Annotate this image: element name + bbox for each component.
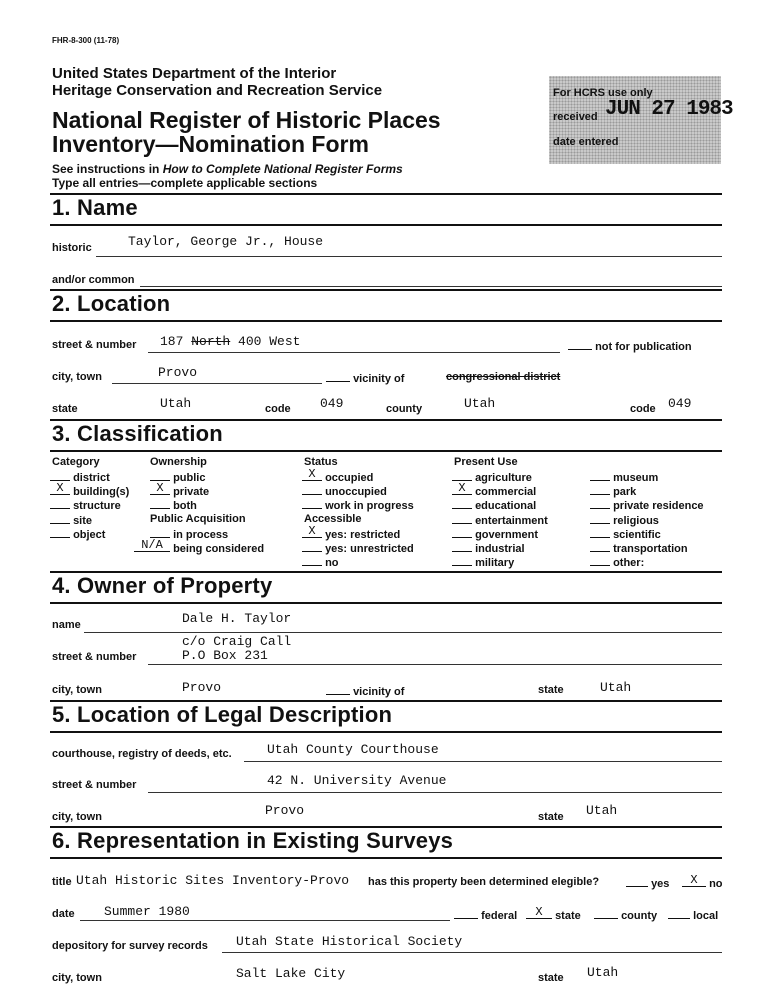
use-park[interactable]: park	[590, 484, 704, 498]
category-site[interactable]: site	[50, 513, 129, 527]
category-list	[50, 470, 129, 541]
dept-line1: United States Department of the Interior	[52, 65, 337, 82]
category-district[interactable]: district	[50, 470, 129, 484]
historic-name[interactable]: Taylor, George Jr., House	[128, 234, 324, 249]
section-1-heading: 1. Name	[52, 195, 138, 220]
owner-street-line2[interactable]: P.O Box 231	[182, 648, 268, 663]
status-list	[302, 467, 414, 513]
stamp-for-use: For HCRS use only	[553, 87, 653, 99]
use-other[interactable]: other:	[590, 555, 704, 569]
ownership-head: Ownership	[150, 456, 207, 468]
vicinity-of[interactable]: vicinity of	[326, 371, 404, 385]
ownership-private[interactable]: X private	[150, 484, 209, 498]
status-occupied[interactable]: X occupied	[302, 470, 414, 484]
category-object[interactable]: object	[50, 527, 129, 541]
owner-city[interactable]: Provo	[182, 680, 222, 695]
owner-city-label: city, town	[52, 684, 102, 696]
instructions-line2: Type all entries—complete applicable sections	[52, 176, 318, 190]
use-military[interactable]: military	[452, 555, 548, 569]
use-agriculture[interactable]: agriculture	[452, 470, 548, 484]
rule	[148, 664, 722, 665]
rule	[50, 602, 722, 604]
category-buildings[interactable]: X building(s)	[50, 484, 129, 498]
legal-city-label: city, town	[52, 811, 102, 823]
county-code[interactable]: 049	[668, 396, 692, 411]
instructions-line1: See instructions in How to Complete National Register Forms	[52, 162, 403, 176]
congressional-district: congressional district	[446, 371, 561, 383]
owner-state-label: state	[538, 684, 564, 696]
form-title-line1: National Register of Historic Places	[52, 107, 441, 133]
accessible-list	[302, 524, 414, 570]
state-code[interactable]: 049	[320, 396, 344, 411]
owner-name[interactable]: Dale H. Taylor	[182, 611, 292, 626]
use-government[interactable]: government	[452, 527, 548, 541]
present-use-list-2	[590, 470, 704, 569]
use-entertainment[interactable]: entertainment	[452, 513, 548, 527]
rule	[244, 761, 722, 762]
rule	[222, 952, 722, 953]
survey-title-label: title	[52, 876, 72, 888]
eligible-yes[interactable]: yes	[626, 876, 669, 890]
legal-street-label: street & number	[52, 779, 137, 791]
section-4-heading: 4. Owner of Property	[52, 573, 273, 598]
survey-state-label: state	[538, 972, 564, 984]
use-industrial[interactable]: industrial	[452, 541, 548, 555]
level-county[interactable]: county	[594, 908, 657, 922]
stamp-received-label: received	[553, 111, 598, 123]
owner-street-line1[interactable]: c/o Craig Call	[182, 634, 292, 649]
rule	[80, 920, 450, 921]
depository-label: depository for survey records	[52, 940, 208, 952]
level-state[interactable]: X state	[526, 908, 581, 922]
survey-state[interactable]: Utah	[587, 965, 619, 980]
rule	[84, 632, 722, 633]
status-work-in-progress[interactable]: work in progress	[302, 498, 414, 512]
use-transportation[interactable]: transportation	[590, 541, 704, 555]
location-state[interactable]: Utah	[160, 396, 192, 411]
survey-date-label: date	[52, 908, 75, 920]
rule	[50, 193, 722, 195]
rule	[148, 352, 560, 353]
owner-vicinity-of[interactable]: vicinity of	[326, 684, 404, 698]
historic-label: historic	[52, 242, 92, 254]
category-structure[interactable]: structure	[50, 498, 129, 512]
rule	[50, 857, 722, 859]
legal-state-value[interactable]: Utah	[586, 803, 618, 818]
courthouse-label: courthouse, registry of deeds, etc.	[52, 748, 232, 760]
accessible-no[interactable]: no	[302, 555, 414, 569]
acquisition-being-considered[interactable]: N/A being considered	[134, 541, 264, 555]
eligible-no[interactable]: X no	[682, 876, 723, 890]
dept-line2: Heritage Conservation and Recreation Service	[52, 82, 383, 99]
code-label: code	[265, 403, 291, 415]
county-label: county	[386, 403, 423, 415]
survey-city-label: city, town	[52, 972, 102, 984]
location-city[interactable]: Provo	[158, 365, 198, 380]
survey-title[interactable]: Utah Historic Sites Inventory-Provo	[76, 873, 350, 888]
city-label: city, town	[52, 371, 102, 383]
section-5-heading: 5. Location of Legal Description	[52, 702, 393, 727]
rule	[112, 383, 322, 384]
legal-state-label: state	[538, 811, 564, 823]
rule	[50, 224, 722, 226]
location-county[interactable]: Utah	[464, 396, 496, 411]
survey-city[interactable]: Salt Lake City	[236, 966, 346, 981]
status-head: Status	[304, 456, 338, 468]
owner-street-label: street & number	[52, 651, 137, 663]
stamp-date-entered: date entered	[553, 136, 619, 148]
location-street[interactable]: 187 North 400 West	[160, 334, 301, 349]
rule	[50, 450, 722, 452]
rule	[96, 256, 722, 257]
use-private-residence[interactable]: private residence	[590, 498, 704, 512]
not-for-publication[interactable]: not for publication	[568, 339, 692, 353]
accessible-restricted[interactable]: X yes: restricted	[302, 527, 414, 541]
form-id: FHR-8-300 (11-78)	[52, 36, 120, 45]
ownership-public[interactable]: public	[150, 470, 209, 484]
use-museum[interactable]: museum	[590, 470, 704, 484]
rule	[50, 731, 722, 733]
use-commercial[interactable]: X commercial	[452, 484, 548, 498]
accessible-unrestricted[interactable]: yes: unrestricted	[302, 541, 414, 555]
use-educational[interactable]: educational	[452, 498, 548, 512]
rule	[148, 792, 722, 793]
owner-name-label: name	[52, 619, 81, 631]
acquisition-in-process[interactable]: in process	[150, 527, 228, 541]
hcrs-stamp	[549, 76, 733, 164]
ownership-list	[150, 470, 209, 513]
section-3-heading: 3. Classification	[52, 421, 223, 446]
legal-city-value[interactable]: Provo	[265, 803, 305, 818]
common-label: and/or common	[52, 274, 135, 286]
courthouse-value[interactable]: Utah County Courthouse	[267, 742, 439, 757]
stamp-received-date: JUN 27 1983	[605, 98, 733, 121]
use-religious[interactable]: religious	[590, 513, 704, 527]
use-scientific[interactable]: scientific	[590, 527, 704, 541]
section-2-heading: 2. Location	[52, 291, 171, 316]
present-use-head: Present Use	[454, 456, 518, 468]
status-unoccupied[interactable]: unoccupied	[302, 484, 414, 498]
level-federal[interactable]: federal	[454, 908, 517, 922]
legal-street-value[interactable]: 42 N. University Avenue	[267, 773, 447, 788]
level-local[interactable]: local	[668, 908, 718, 922]
ownership-both[interactable]: both	[150, 498, 209, 512]
public-acquisition-head: Public Acquisition	[150, 513, 246, 525]
form-title-line2: Inventory—Nomination Form	[52, 131, 369, 157]
rule	[50, 320, 722, 322]
depository-value[interactable]: Utah State Historical Society	[236, 934, 463, 949]
present-use-list-1	[452, 470, 548, 569]
survey-date[interactable]: Summer 1980	[104, 904, 190, 919]
section-6-heading: 6. Representation in Existing Surveys	[52, 828, 454, 853]
rule	[140, 286, 722, 287]
category-head: Category	[52, 456, 100, 468]
code2-label: code	[630, 403, 656, 415]
owner-state[interactable]: Utah	[600, 680, 632, 695]
street-label: street & number	[52, 339, 137, 351]
state-label: state	[52, 403, 78, 415]
accessible-head: Accessible	[304, 513, 362, 525]
eligible-question: has this property been determined elegible?	[368, 876, 600, 888]
